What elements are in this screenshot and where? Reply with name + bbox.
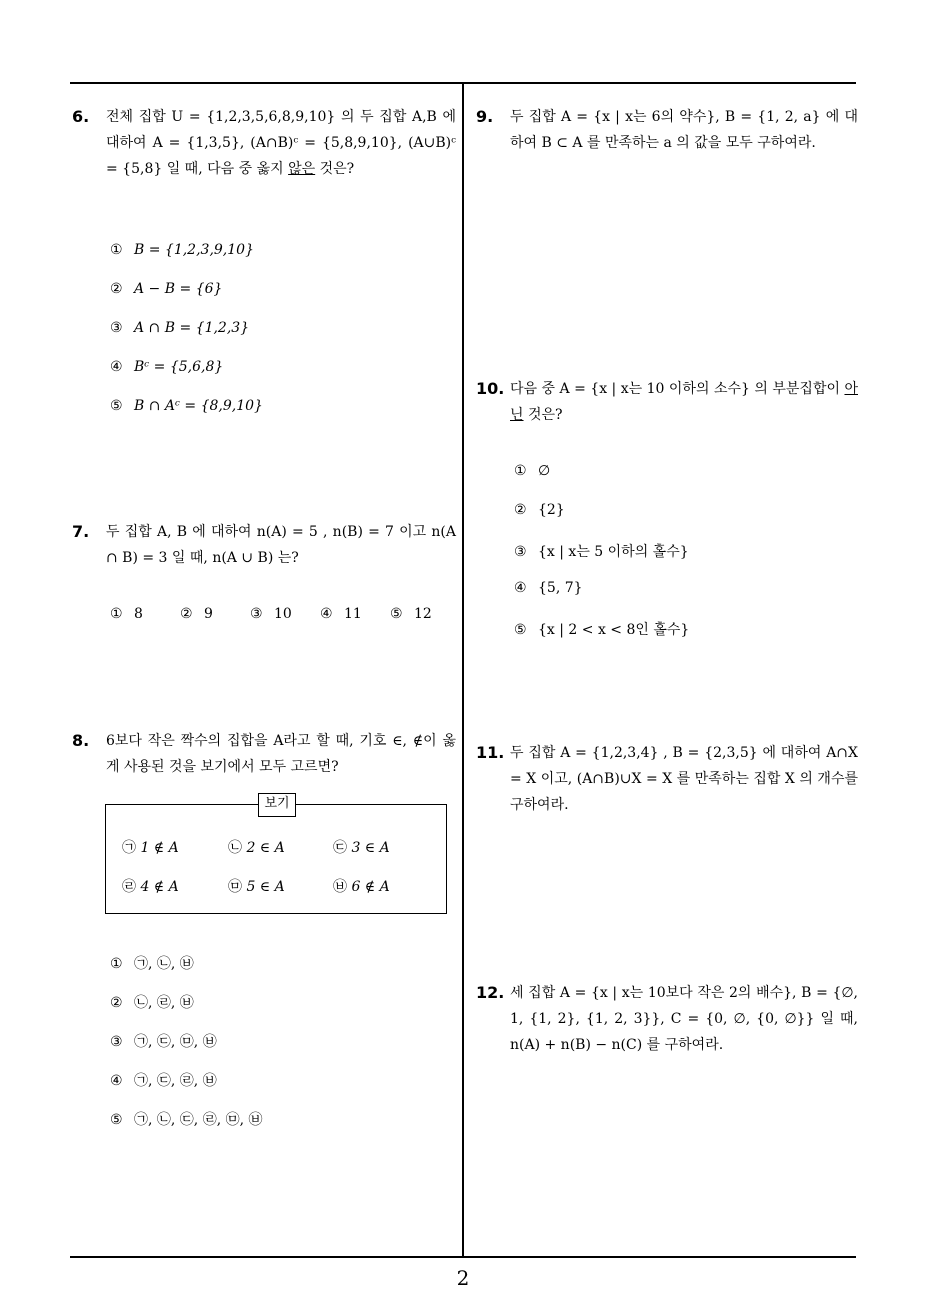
problem-7 — [72, 519, 456, 571]
problem-number: 8. — [72, 731, 90, 750]
box-item: ㉤ 5 ∈ A — [228, 879, 285, 895]
choice-4[interactable]: ④ 11 — [320, 606, 362, 622]
choice-1[interactable]: ① 8 — [110, 606, 143, 622]
choice-4[interactable]: ④ {5, 7} — [514, 580, 583, 596]
underlined-word: 아닌 — [510, 381, 858, 423]
choice-3[interactable]: ③ 10 — [250, 606, 292, 622]
choice-5[interactable]: ⑤ {x | 2 < x < 8인 홀수} — [514, 622, 690, 638]
underlined-word: 않은 — [288, 161, 316, 177]
problem-stem: 두 집합 A, B 에 대하여 n(A) = 5 , n(B) = 7 이고 n(A ∩ B) = 3 일 때, n(A ∪ B) 는? — [106, 524, 456, 566]
column-divider — [462, 83, 464, 1257]
problem-stem: 두 집합 A = {x | x는 6의 약수}, B = {1, 2, a} 에 대하여 B ⊂ A 를 만족하는 a 의 값을 모두 구하여라. — [510, 109, 858, 151]
problem-stem: 6보다 작은 짝수의 집합을 A라고 할 때, 기호 ∈, ∉이 옳게 사용된 것을 보기에서 모두 고르면? — [106, 733, 456, 775]
choice-1[interactable]: ① ㉠, ㉡, ㉥ — [110, 956, 194, 972]
box-item: ㉣ 4 ∉ A — [122, 879, 179, 895]
example-box — [105, 804, 447, 914]
problem-6 — [72, 104, 456, 182]
problem-number: 7. — [72, 522, 90, 541]
problem-stem: 전체 집합 U = {1,2,3,5,6,8,9,10} 의 두 집합 A,B 에 대하여 A = {1,3,5}, (A∩B)ᶜ = {5,8,9,10}, (A∪B)ᶜ = {5,8} 일 때, 다음 중 옳지 않은 것은? — [106, 109, 456, 177]
box-item: ㉠ 1 ∉ A — [122, 840, 179, 856]
problem-10 — [476, 376, 858, 428]
problem-8 — [72, 728, 456, 780]
problem-number: 6. — [72, 107, 90, 126]
choice-3[interactable]: ③ A ∩ B = {1,2,3} — [110, 320, 250, 336]
choice-5[interactable]: ⑤ 12 — [390, 606, 432, 622]
problem-stem: 세 집합 A = {x | x는 10보다 작은 2의 배수}, B = {∅, 1, {1, 2}, {1, 2, 3}}, C = {0, ∅, {0, ∅}} 일 때, n(A) + n(B) − n(C) 를 구하여라. — [510, 985, 858, 1053]
footer-rule — [70, 1256, 856, 1258]
problem-9 — [476, 104, 858, 156]
page-number: 2 — [456, 1266, 470, 1290]
box-item: ㉢ 3 ∈ A — [333, 840, 390, 856]
choice-1[interactable]: ① B = {1,2,3,9,10} — [110, 242, 254, 258]
box-item: ㉥ 6 ∉ A — [333, 879, 390, 895]
problem-number: 10. — [476, 379, 505, 398]
problem-stem: 다음 중 A = {x | x는 10 이하의 소수} 의 부분집합이 아닌 것은? — [510, 381, 858, 423]
box-item: ㉡ 2 ∈ A — [228, 840, 285, 856]
choice-3[interactable]: ③ {x | x는 5 이하의 홀수} — [514, 544, 689, 560]
choice-1[interactable]: ① ∅ — [514, 463, 551, 479]
problem-number: 12. — [476, 983, 505, 1002]
choice-4[interactable]: ④ Bᶜ = {5,6,8} — [110, 359, 224, 375]
choice-4[interactable]: ④ ㉠, ㉢, ㉣, ㉥ — [110, 1073, 217, 1089]
problem-stem: 두 집합 A = {1,2,3,4} , B = {2,3,5} 에 대하여 A∩X = X 이고, (A∩B)∪X = X 를 만족하는 집합 X 의 개수를 구하여라. — [510, 745, 858, 813]
choice-2[interactable]: ② ㉡, ㉣, ㉥ — [110, 995, 194, 1011]
choice-5[interactable]: ⑤ B ∩ Aᶜ = {8,9,10} — [110, 398, 263, 414]
choice-2[interactable]: ② A − B = {6} — [110, 281, 223, 297]
problem-12 — [476, 980, 858, 1058]
problem-11 — [476, 740, 858, 818]
problem-number: 11. — [476, 743, 505, 762]
example-box-title: 보기 — [258, 793, 296, 817]
problem-number: 9. — [476, 107, 494, 126]
choice-5[interactable]: ⑤ ㉠, ㉡, ㉢, ㉣, ㉤, ㉥ — [110, 1112, 263, 1128]
choice-2[interactable]: ② {2} — [514, 502, 565, 518]
choice-3[interactable]: ③ ㉠, ㉢, ㉤, ㉥ — [110, 1034, 217, 1050]
choice-2[interactable]: ② 9 — [180, 606, 213, 622]
